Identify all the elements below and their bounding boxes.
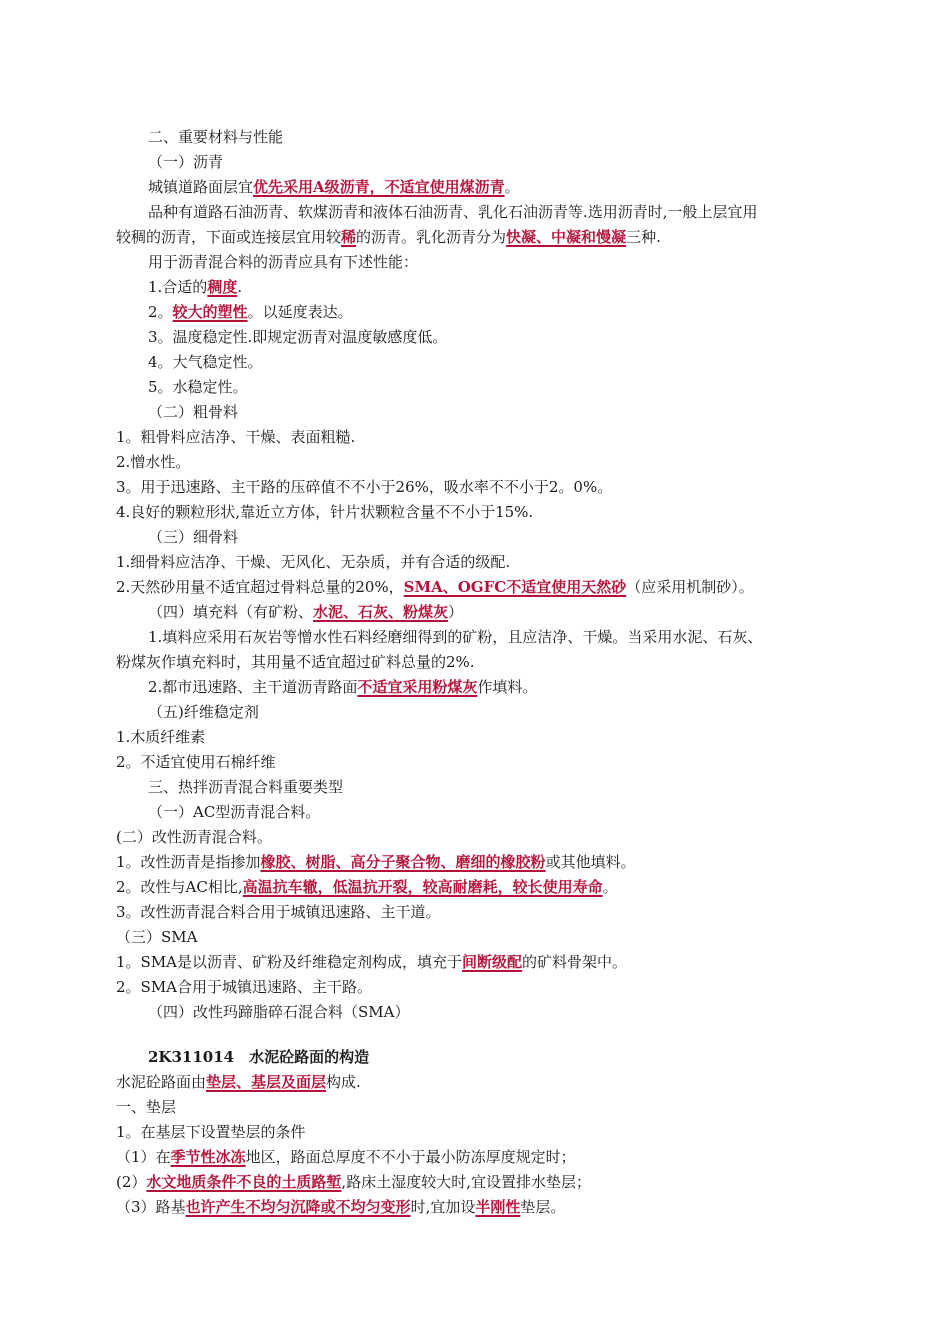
text-run: 3。改性沥青混合料合用于城镇迅速路、主干道。 (116, 903, 441, 921)
text-line (116, 452, 850, 472)
text-run: （五)纤维稳定剂 (148, 703, 259, 721)
text-run: 1.合适的 (148, 278, 208, 296)
highlighted-term: 水泥、石灰、粉煤灰 (313, 603, 449, 621)
highlighted-term: 优先采用A级沥青，不适宜使用煤沥青 (253, 178, 505, 196)
text-line (148, 177, 850, 197)
text-line (148, 302, 850, 322)
text-line (116, 1147, 850, 1167)
highlighted-term: 垫层、基层及面层 (206, 1073, 327, 1091)
text-line (148, 202, 850, 222)
highlighted-term: 较大的塑性 (172, 303, 248, 321)
text-line (116, 927, 850, 947)
text-run: ） (448, 603, 464, 621)
text-line (116, 952, 850, 972)
text-line (116, 427, 850, 447)
text-line (116, 227, 850, 247)
text-run: 2。改性与AC相比, (116, 878, 243, 896)
highlighted-term: 橡胶、树脂、高分子聚合物、磨细的橡胶粉 (260, 853, 546, 871)
text-line (116, 902, 850, 922)
text-run: 4。大气稳定性。 (148, 353, 263, 371)
highlighted-term: SMA、OGFC不适宜使用天然砂 (403, 578, 627, 596)
text-line (148, 777, 850, 797)
text-run: 三种. (626, 228, 661, 246)
text-run: 2.天然砂用量不适宜超过骨料总量的20%， (116, 578, 404, 596)
text-run: 1.细骨料应洁净、干燥、无风化、无杂质，并有合适的级配. (116, 553, 511, 571)
text-line (116, 727, 850, 747)
highlighted-term: 间断级配 (462, 953, 523, 971)
text-run: （四）改性玛蹄脂碎石混合料（SMA） (148, 1003, 410, 1021)
text-line (116, 877, 850, 897)
section-heading (148, 1047, 850, 1067)
text-run: 的矿料骨架中。 (522, 953, 628, 971)
text-run: 。 (504, 178, 520, 196)
text-line (148, 252, 850, 272)
text-line (148, 327, 850, 347)
text-line (148, 602, 850, 622)
text-line (116, 652, 850, 672)
text-line (116, 1097, 850, 1117)
text-run: 1。在基层下设置垫层的条件 (116, 1123, 306, 1141)
text-run: 作填料。 (477, 678, 538, 696)
text-line (116, 1122, 850, 1142)
text-line (116, 1172, 850, 1192)
text-line (148, 1002, 850, 1022)
text-run: 时,宜加设 (410, 1198, 476, 1216)
text-run: 垫层。 (520, 1198, 566, 1216)
text-run: 1.木质纤维素 (116, 728, 206, 746)
text-run: 品种有道路石油沥青、软煤沥青和液体石油沥青、乳化石油沥青等.选用沥青时,一般上层宜用 (148, 203, 758, 221)
text-line (116, 1197, 850, 1217)
text-line (116, 502, 850, 522)
text-line (148, 802, 850, 822)
text-run: 2。 (148, 303, 173, 321)
text-line (116, 477, 850, 497)
text-line (116, 1072, 850, 1092)
text-line (148, 677, 850, 697)
text-run: 城镇道路面层宜 (148, 178, 254, 196)
highlighted-term: 高温抗车辙，低温抗开裂，较高耐磨耗，较长使用寿命 (242, 878, 603, 896)
text-line (116, 752, 850, 772)
text-run: （三）SMA (116, 928, 198, 946)
text-line (148, 277, 850, 297)
text-run: 或其他填料。 (545, 853, 636, 871)
highlighted-term: 也许产生不均匀沉降或不均匀变形 (185, 1198, 411, 1216)
text-line (148, 527, 850, 547)
text-run: 地区，路面总厚度不不小于最小防冻厚度规定时； (245, 1148, 576, 1166)
text-line (116, 552, 850, 572)
highlighted-term: 半刚性 (475, 1198, 521, 1216)
text-run: 水泥砼路面由 (116, 1073, 207, 1091)
text-run: 3。用于迅速路、主干路的压碎值不不小于26%，吸水率不不小于2。0%。 (116, 478, 613, 496)
text-run: 2。不适宜使用石棉纤维 (116, 753, 276, 771)
text-run: （3）路基 (116, 1198, 186, 1216)
text-run: （一）沥青 (148, 153, 224, 171)
text-run: 2K311014 水泥砼路面的构造 (148, 1048, 370, 1066)
text-line (116, 577, 850, 597)
text-run: （一）AC型沥青混合料。 (148, 803, 321, 821)
text-run: 三、热拌沥青混合料重要类型 (148, 778, 344, 796)
text-line (148, 627, 850, 647)
highlighted-term: 稠度 (207, 278, 238, 296)
text-run: ,路床土湿度较大时,宜设置排水垫层； (341, 1173, 591, 1191)
text-run: 1。SMA是以沥青、矿粉及纤维稳定剂构成，填充于 (116, 953, 463, 971)
highlighted-term: 水文地质条件不良的土质路堑 (146, 1173, 342, 1191)
text-run: 2。SMA合用于城镇迅速路、主干路。 (116, 978, 373, 996)
text-line (116, 852, 850, 872)
text-run: 1。改性沥青是指掺加 (116, 853, 261, 871)
text-run: 2.都市迅速路、主干道沥青路面 (148, 678, 358, 696)
text-run: 较稠的沥青，下面或连接层宜用较 (116, 228, 342, 246)
text-run: 一、垫层 (116, 1098, 177, 1116)
text-run: 。以延度表达。 (247, 303, 353, 321)
text-run: 1.填料应采用石灰岩等憎水性石料经磨细得到的矿粉，且应洁净、干燥。当采用水泥、石灰、 (148, 628, 763, 646)
text-line (148, 702, 850, 722)
text-run: 3。温度稳定性.即规定沥青对温度敏感度低。 (148, 328, 448, 346)
text-run: (二）改性沥青混合料。 (116, 828, 272, 846)
text-line (148, 152, 850, 172)
text-run: 二、重要材料与性能 (148, 128, 284, 146)
text-line (148, 377, 850, 397)
text-run: 4.良好的颗粒形状,靠近立方体，针片状颗粒含量不不小于15%. (116, 503, 534, 521)
text-run: （1）在 (116, 1148, 171, 1166)
highlighted-term: 不适宜采用粉煤灰 (357, 678, 478, 696)
text-line (148, 402, 850, 422)
highlighted-term: 季节性冰冻 (170, 1148, 246, 1166)
text-run: 构成. (326, 1073, 361, 1091)
text-run: （四）填充料（有矿粉、 (148, 603, 314, 621)
text-line (116, 977, 850, 997)
text-run: （二）粗骨料 (148, 403, 239, 421)
text-run: 2.憎水性。 (116, 453, 191, 471)
highlighted-term: 快凝、中凝和慢凝 (506, 228, 627, 246)
text-run: (2） (116, 1173, 147, 1191)
text-run: 5。水稳定性。 (148, 378, 248, 396)
text-run: . (237, 278, 243, 296)
text-run: 。 (602, 878, 618, 896)
text-run: 粉煤灰作填充料时，其用量不适宜超过矿料总量的2%. (116, 653, 475, 671)
text-run: 的沥青。乳化沥青分为 (356, 228, 507, 246)
text-line (148, 127, 850, 147)
text-run: 用于沥青混合料的沥青应具有下述性能： (148, 253, 419, 271)
highlighted-term: 稀 (341, 228, 357, 246)
text-run: 1。粗骨料应洁净、干燥、表面粗糙. (116, 428, 356, 446)
text-line (116, 827, 850, 847)
text-run: （应采用机制砂）。 (626, 578, 754, 596)
text-line (148, 352, 850, 372)
text-run: （三）细骨料 (148, 528, 239, 546)
